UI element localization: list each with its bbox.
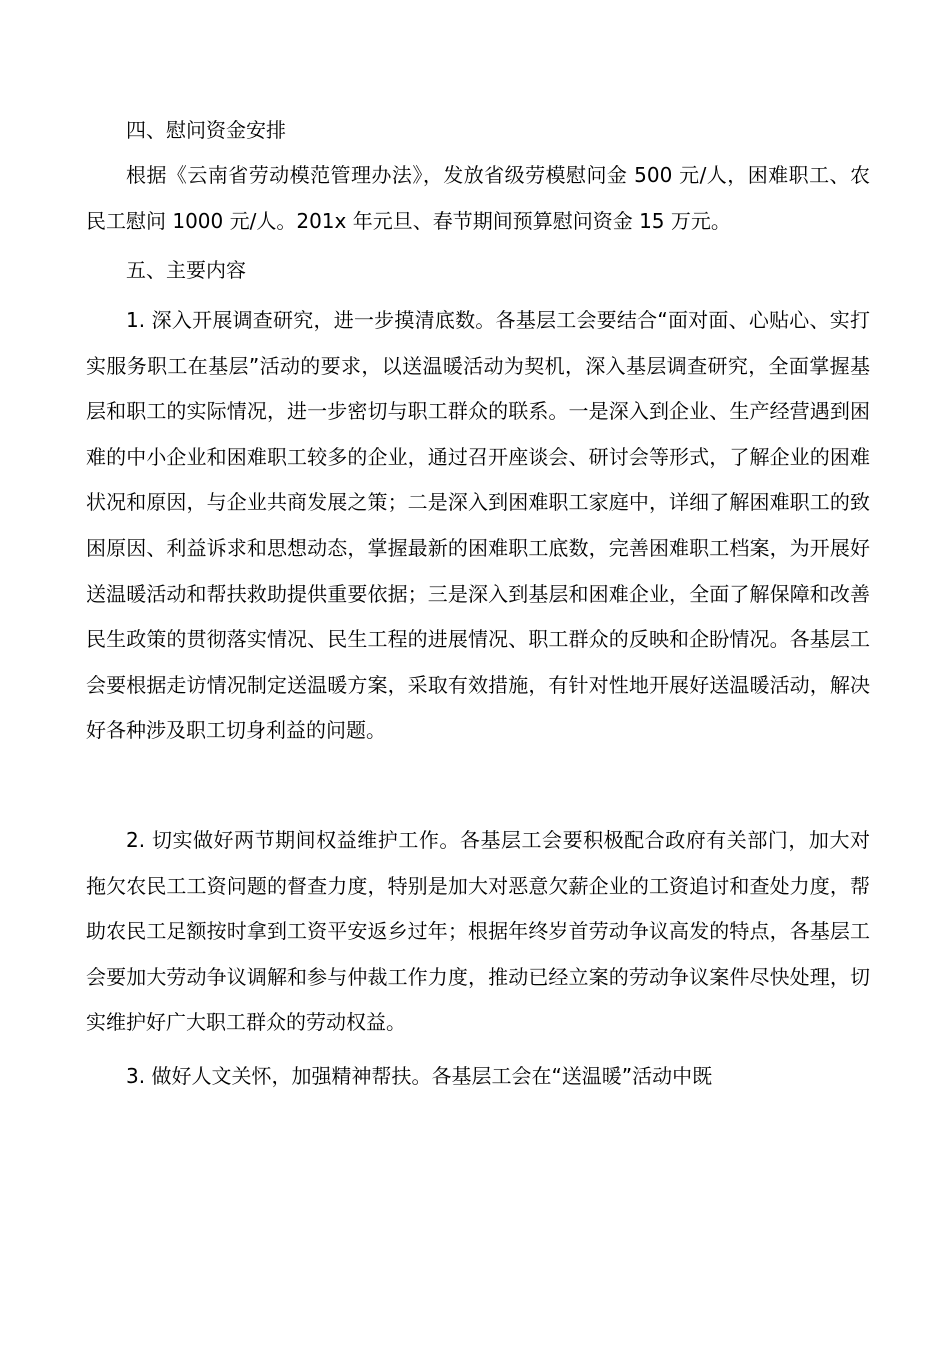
section-heading-main-content: 五、主要内容 (126, 258, 246, 282)
paragraph-item-2: 2. 切实做好两节期间权益维护工作。各基层工会要积极配合政府有关部门，加大对拖欠农民工工资问题的督查力度，特别是加大对恶意欠薪企业的工资追讨和查处力度，帮助农民工足额按时拿到工资平安返乡过年；根据年终岁首劳动争议高发的特点，各基层工会要加大劳动争议调解和参与仲裁工作力度，推动已经立案的劳动争议案件尽快处理，切实维护好广大职工群众的劳动权益。 (86, 828, 870, 1035)
paragraph-item-3: 3. 做好人文关怀，加强精神帮扶。各基层工会在“送温暖”活动中既 (126, 1064, 713, 1088)
section-heading-funding: 四、慰问资金安排 (126, 118, 286, 142)
paragraph-item-1: 1. 深入开展调查研究，进一步摸清底数。各基层工会要结合“面对面、心贴心、实打实服务职工在基层”活动的要求，以送温暖活动为契机，深入基层调查研究，全面掌握基层和职工的实际情况，进一步密切与职工群众的联系。一是深入到企业、生产经营遇到困难的中小企业和困难职工较多的企业，通过召开座谈会、研讨会等形式，了解企业的困难状况和原因，与企业共商发展之策；二是深入到困难职工家庭中，详细了解困难职工的致困原因、利益诉求和思想动态，掌握最新的困难职工底数，完善困难职工档案，为开展好送温暖活动和帮扶救助提供重要依据；三是深入到基层和困难企业，全面了解保障和改善民生政策的贯彻落实情况、民生工程的进展情况、职工群众的反映和企盼情况。各基层工会要根据走访情况制定送温暖方案，采取有效措施，有针对性地开展好送温暖活动，解决好各种涉及职工切身利益的问题。 (86, 308, 870, 743)
paragraph-funding: 根据《云南省劳动模范管理办法》，发放省级劳模慰问金 500 元/人，困难职工、农民工慰问 1000 元/人。201x 年元旦、春节期间预算慰问资金 15 万元。 (86, 163, 870, 233)
